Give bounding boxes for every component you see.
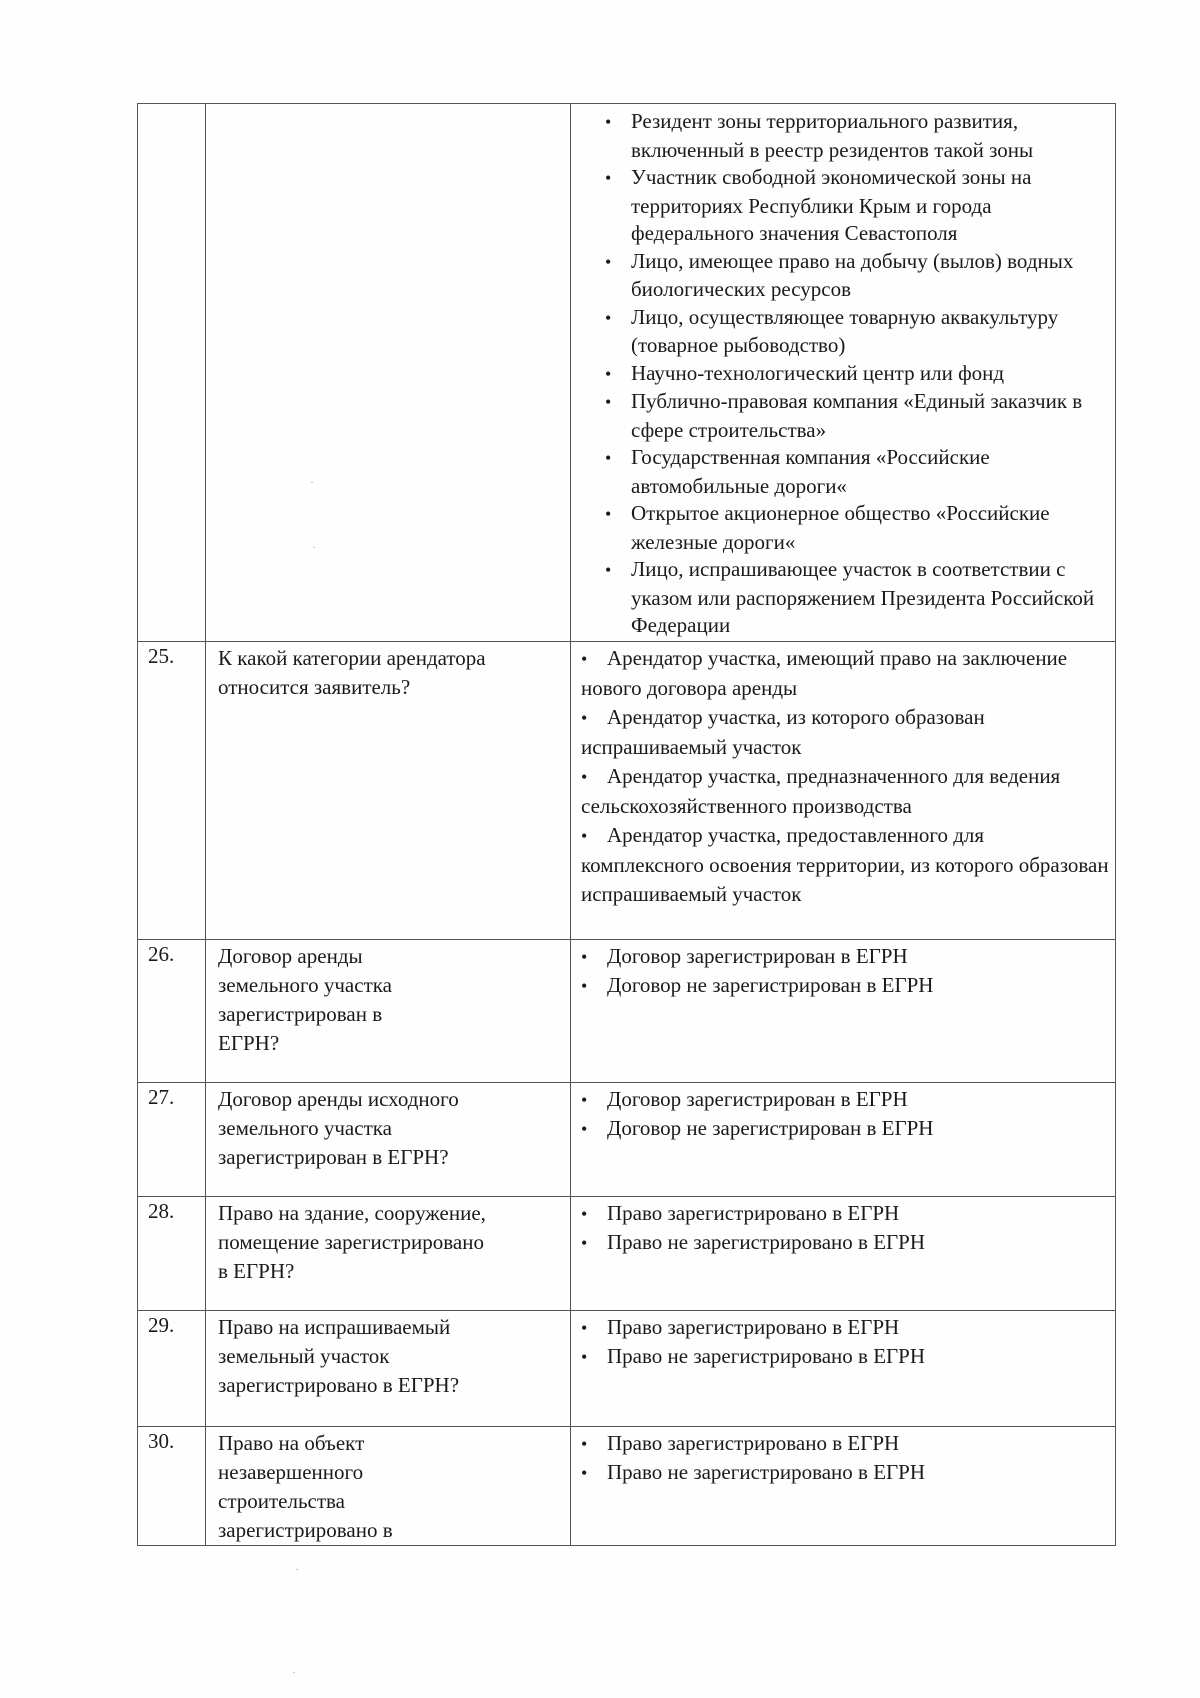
bullet-icon: • [605,504,612,524]
question-text: Договор аренды земельного участка зарегистрирован в ЕГРН? [206,940,571,1082]
question-text: Право на объект незавершенного строительства зарегистрировано в [206,1427,571,1545]
answer-options [571,940,1115,1082]
scan-speck: · [310,475,314,489]
list-item: • Договор не зарегистрирован в ЕГРН [581,1114,1109,1143]
answer-options [571,1311,1115,1426]
list-item: • Право не зарегистрировано в ЕГРН [581,1458,1109,1487]
list-item: • Государственная компания «Российские автомобильные дороги« [605,445,990,498]
list-item: • Право не зарегистрировано в ЕГРН [581,1228,1109,1257]
table-row [138,1197,1115,1311]
list-item: • Договор зарегистрирован в ЕГРН [581,1085,1109,1114]
bullet-icon: • [581,1119,588,1139]
table-row [138,940,1115,1083]
list-item: • Договор не зарегистрирован в ЕГРН [581,971,1109,1000]
answer-options [571,1197,1115,1310]
answer-options [571,1427,1115,1545]
bullet-icon: • [581,649,588,669]
list-item: • Участник свободной экономической зоны на территориях Республики Крым и города федерального значения Севастополя [605,165,1032,245]
list-item: • Договор зарегистрирован в ЕГРН [581,942,1109,971]
list-item: • Лицо, осуществляющее товарную аквакультуру (товарное рыбоводство) [605,304,1059,357]
list-item: • Лицо, испрашивающее участок в соответствии с указом или распоряжением Президента Российской Федерации [605,557,1095,637]
question-text: Право на здание, сооружение, помещение зарегистрировано в ЕГРН? [206,1197,571,1310]
row-number: 27. [138,1083,206,1196]
bullet-icon: • [581,947,588,967]
bullet-icon: • [605,168,612,188]
scan-speck: · [295,1562,299,1576]
row-number: 26. [138,940,206,1082]
scan-speck: · [292,1665,296,1679]
list-item: • Лицо, имеющее право на добычу (вылов) водных биологических ресурсов [605,248,1074,301]
list-item: • Резидент зоны территориального развития, включенный в реестр резидентов такой зоны [605,109,1034,162]
bullet-icon: • [605,392,612,412]
list-item: • Арендатор участка, имеющий право на заключение нового договора аренды [581,646,1068,700]
table-row [138,104,1115,642]
row-number: 30. [138,1427,206,1545]
question-text: Договор аренды исходного земельного участка зарегистрирован в ЕГРН? [206,1083,571,1196]
answer-options [571,642,1115,939]
question-text: К какой категории арендатора относится заявитель? [206,642,571,939]
question-text: Право на испрашиваемый земельный участок зарегистрировано в ЕГРН? [206,1311,571,1426]
bullet-icon: • [581,1463,588,1483]
scan-speck: · [312,540,316,554]
table-row [138,1311,1115,1427]
bullet-icon: • [605,560,612,580]
row-number: 29. [138,1311,206,1426]
bullet-icon: • [581,1318,588,1338]
bullet-icon: • [581,1090,588,1110]
table-row [138,642,1115,940]
list-item: • Арендатор участка, предназначенного для ведения сельскохозяйственного производства [581,764,1061,818]
list-item: • Право зарегистрировано в ЕГРН [581,1199,1109,1228]
bullet-icon: • [581,826,588,846]
list-item: • Право зарегистрировано в ЕГРН [581,1429,1109,1458]
questionnaire-table [137,103,1116,1546]
bullet-icon: • [581,767,588,787]
question-text [206,104,571,641]
row-number: 28. [138,1197,206,1310]
list-item: • Открытое акционерное общество «Российские железные дороги« [605,501,1050,554]
bullet-icon: • [605,251,612,272]
row-number [138,104,206,641]
bullet-icon: • [581,976,588,996]
list-item: • Арендатор участка, из которого образован испрашиваемый участок [581,705,985,759]
list-item: • Право зарегистрировано в ЕГРН [581,1313,1109,1342]
bullet-icon: • [581,1347,588,1367]
bullet-icon: • [605,448,612,468]
list-item: • Арендатор участка, предоставленного для комплексного освоения территории, из которого образован испрашиваемый участок [581,823,1109,906]
list-item: • Право не зарегистрировано в ЕГРН [581,1342,1109,1371]
bullet-icon: • [581,708,588,728]
answer-options [571,104,1115,641]
bullet-icon: • [605,363,612,384]
table-row [138,1427,1115,1545]
list-item: • Публично-правовая компания «Единый заказчик в сфере строительства» [605,389,1083,442]
answer-options [571,1083,1115,1196]
bullet-icon: • [581,1204,588,1224]
bullet-icon: • [581,1233,588,1253]
list-item: • Научно-технологический центр или фонд [581,360,1109,389]
bullet-icon: • [605,112,612,132]
row-number: 25. [138,642,206,939]
table-row [138,1083,1115,1197]
bullet-icon: • [605,307,612,328]
bullet-icon: • [581,1434,588,1454]
